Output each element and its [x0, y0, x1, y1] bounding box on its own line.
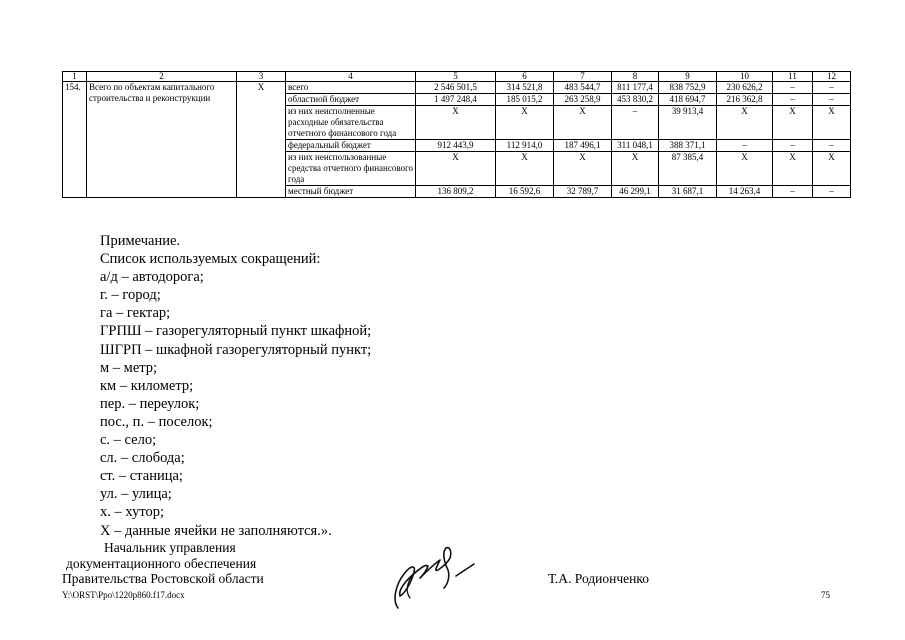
abbreviation-item: сл. – слобода; [100, 450, 185, 467]
column-header: 3 [237, 72, 286, 82]
abbreviation-item: пос., п. – поселок; [100, 413, 213, 430]
row-label: из них неиспользованные средства отчетного финансового года [286, 152, 416, 186]
budget-table [62, 71, 851, 198]
table-cell: – [773, 186, 813, 198]
column-header: 10 [717, 72, 773, 82]
table-cell: – [813, 186, 851, 198]
table-cell: 87 385,4 [659, 152, 717, 186]
signer-position-line3: Правительства Ростовской области [62, 571, 264, 586]
table-cell: 32 789,7 [554, 186, 612, 198]
table-cell: 263 258,9 [554, 94, 612, 106]
table-cell: X [717, 152, 773, 186]
table-cell: 230 626,2 [717, 82, 773, 94]
table-cell: X [717, 106, 773, 140]
row-label: местный бюджет [286, 186, 416, 198]
row-label: из них неисполненные расходные обязательства отчетного финансового года [286, 106, 416, 140]
table-cell: 31 687,1 [659, 186, 717, 198]
table-cell: – [773, 94, 813, 106]
notes-section [100, 232, 371, 540]
table-cell: X [496, 152, 554, 186]
table-cell: 187 496,1 [554, 140, 612, 152]
column-header: 4 [286, 72, 416, 82]
abbreviation-item: х. – хутор; [100, 504, 164, 521]
table-cell: 811 177,4 [612, 82, 659, 94]
column-header: 8 [612, 72, 659, 82]
table-cell: X [612, 152, 659, 186]
abbreviation-item: с. – село; [100, 432, 157, 449]
signer-position-line2: документационного обеспечения [66, 555, 257, 571]
abbreviation-item: ГРПШ – газорегуляторный пункт шкафной; [100, 323, 372, 340]
table-cell: X [773, 152, 813, 186]
table-cell: X [554, 106, 612, 140]
abbreviation-item: г. – город; [100, 287, 161, 304]
abbreviation-item: км – километр; [100, 377, 194, 394]
table-cell: X [773, 106, 813, 140]
abbreviation-item: га – гектар; [100, 305, 171, 322]
table-cell: 311 048,1 [612, 140, 659, 152]
handwritten-signature [370, 540, 490, 612]
row-label: областной бюджет [286, 94, 416, 106]
table-cell: X [416, 152, 496, 186]
notes-subtitle: Список используемых сокращений: [100, 251, 321, 268]
signature-title-block [62, 540, 264, 587]
abbreviation-item: а/д – автодорога; [100, 269, 204, 286]
table-cell: 16 592,6 [496, 186, 554, 198]
file-path: Y:\ORST\Ppo\1220p860.f17.docx [62, 590, 185, 600]
table-cell: X [554, 152, 612, 186]
table-cell: – [773, 140, 813, 152]
table-cell: X [813, 152, 851, 186]
table-cell: 136 809,2 [416, 186, 496, 198]
abbreviation-item: м – метр; [100, 359, 158, 376]
column-header: 7 [554, 72, 612, 82]
table-cell: 46 299,1 [612, 186, 659, 198]
abbreviation-item: пер. – переулок; [100, 395, 200, 412]
column-header: 5 [416, 72, 496, 82]
table-row [63, 82, 851, 94]
table-cell: 453 830,2 [612, 94, 659, 106]
table-cell: X [496, 106, 554, 140]
table-cell: 314 521,8 [496, 82, 554, 94]
table-cell: X [813, 106, 851, 140]
object-name: Всего по объектам капитального строительства и реконструкции [87, 82, 237, 198]
table-cell: 185 015,2 [496, 94, 554, 106]
table-cell: 418 694,7 [659, 94, 717, 106]
column-header: 9 [659, 72, 717, 82]
row-number: 154. [63, 82, 87, 198]
column-header: 6 [496, 72, 554, 82]
table-cell: 2 546 501,5 [416, 82, 496, 94]
table-cell: 838 752,9 [659, 82, 717, 94]
table-cell: – [612, 106, 659, 140]
column-header: 2 [87, 72, 237, 82]
row-label: всего [286, 82, 416, 94]
table-cell: 112 914,0 [496, 140, 554, 152]
notes-title: Примечание. [100, 233, 181, 249]
column-header: 12 [813, 72, 851, 82]
page-number: 75 [821, 590, 830, 600]
table-cell: 483 544,7 [554, 82, 612, 94]
table-cell: 39 913,4 [659, 106, 717, 140]
abbreviation-item: X – данные ячейки не заполняются.». [100, 522, 332, 539]
table-header-row [63, 72, 851, 82]
signer-position-line1: Начальник управления [104, 540, 236, 555]
table-cell: 912 443,9 [416, 140, 496, 152]
abbreviation-item: ул. – улица; [100, 486, 172, 503]
abbreviation-item: ШГРП – шкафной газорегуляторный пункт; [100, 341, 372, 358]
table-cell: – [813, 94, 851, 106]
col3-mark: X [237, 82, 286, 198]
abbreviation-item: ст. – станица; [100, 468, 183, 485]
column-header: 1 [63, 72, 87, 82]
table-cell: – [717, 140, 773, 152]
column-header: 11 [773, 72, 813, 82]
table-cell: 1 497 248,4 [416, 94, 496, 106]
table-cell: – [773, 82, 813, 94]
table-cell: 216 362,8 [717, 94, 773, 106]
row-label: федеральный бюджет [286, 140, 416, 152]
table-cell: 14 263,4 [717, 186, 773, 198]
table-cell: – [813, 140, 851, 152]
table-cell: 388 371,1 [659, 140, 717, 152]
table-cell: X [416, 106, 496, 140]
table-cell: – [813, 82, 851, 94]
signer-name: Т.А. Родионченко [548, 571, 649, 586]
